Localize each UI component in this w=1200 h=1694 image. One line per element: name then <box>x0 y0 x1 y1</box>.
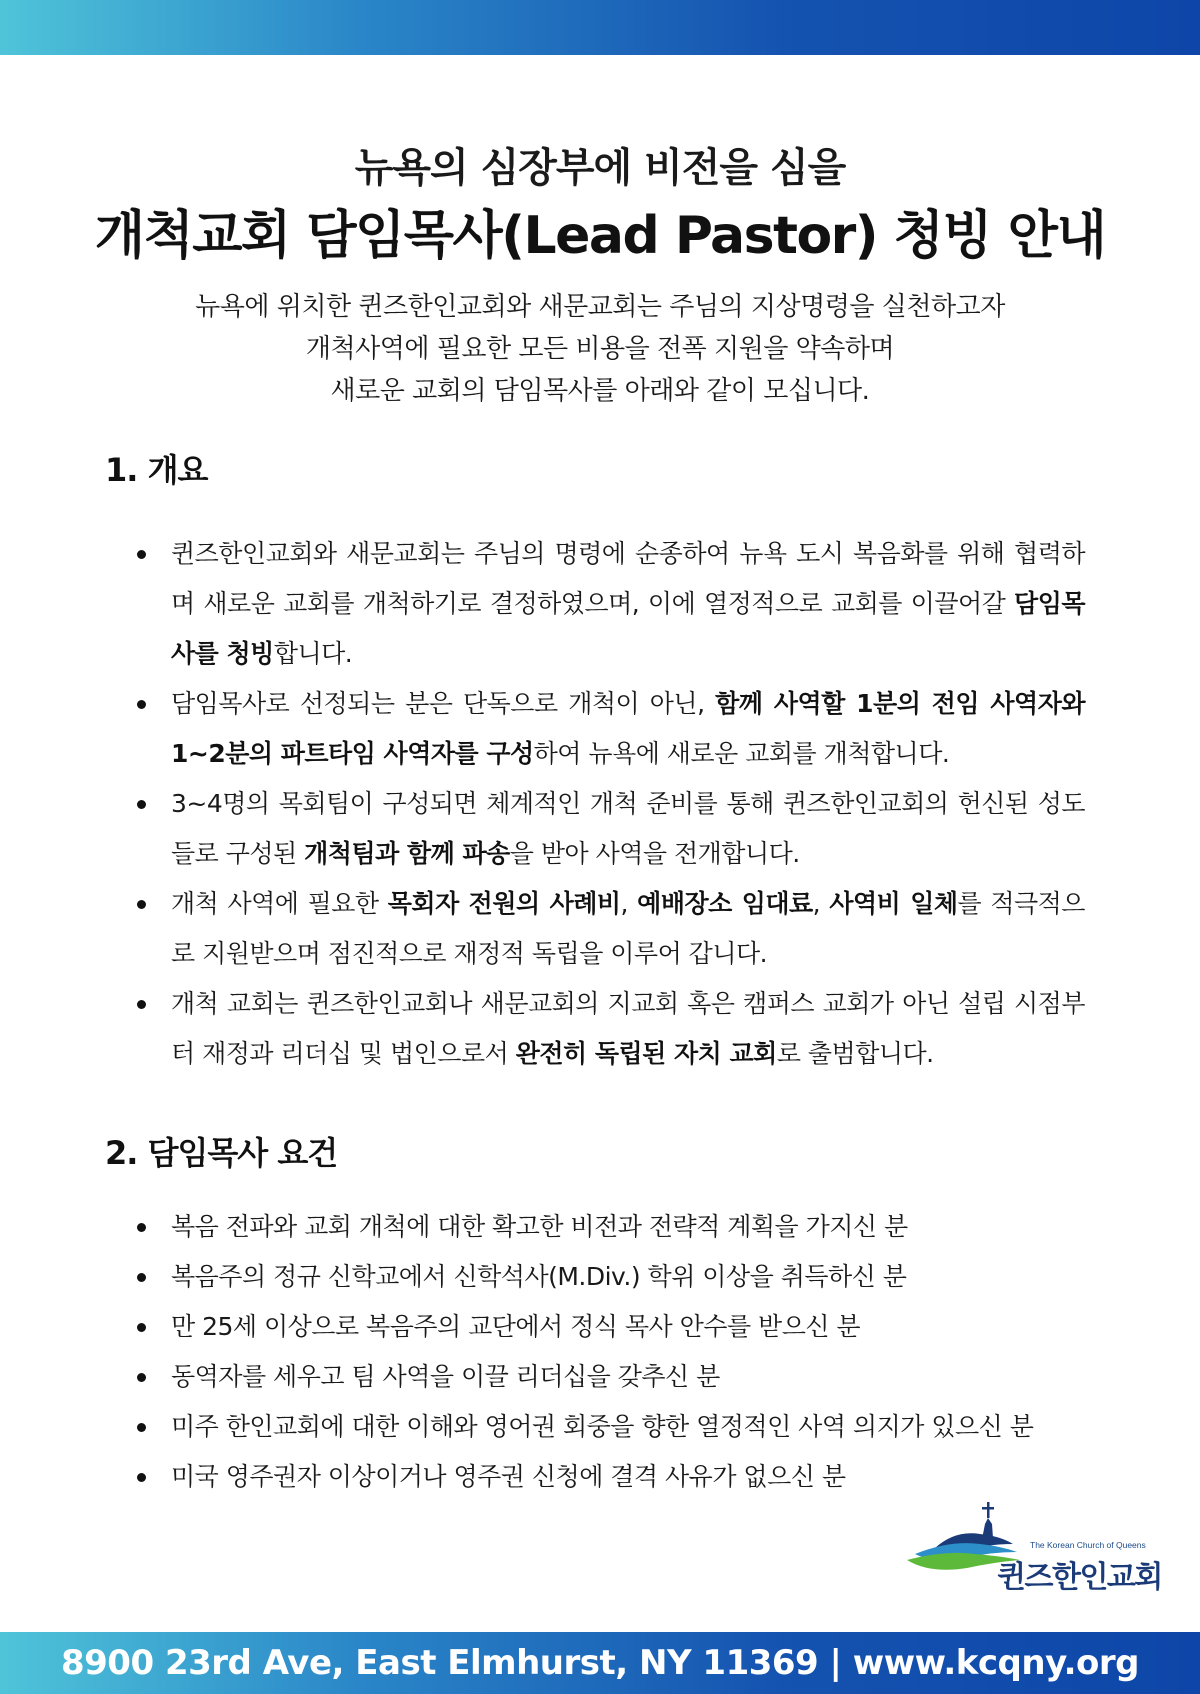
item-emphasis: 함께 사역할 1분의 전임 사역자와 1~2분의 파트타임 사역자를 구성 <box>171 689 1085 768</box>
item-emphasis: 개척팀과 함께 파송 <box>304 839 510 868</box>
item-text: 만 25세 이상으로 복음주의 교단에서 정식 목사 안수를 받으신 분 <box>171 1312 861 1341</box>
list-item <box>105 779 1085 879</box>
list-item <box>105 1202 1085 1252</box>
list-item <box>105 529 1085 679</box>
item-text: 미주 한인교회에 대한 이해와 영어권 회중을 향한 열정적인 사역 의지가 있으신 분 <box>171 1412 1034 1441</box>
list-item <box>105 679 1085 779</box>
list-item <box>105 879 1085 979</box>
overview-heading: 1. 개요 <box>105 451 208 489</box>
item-text: 동역자를 세우고 팀 사역을 이끌 리더십을 갖추신 분 <box>171 1362 720 1391</box>
requirements-heading: 2. 담임목사 요건 <box>105 1134 338 1172</box>
requirements-list <box>105 1202 1085 1502</box>
intro-line: 뉴욕에 위치한 퀸즈한인교회와 새문교회는 주님의 지상명령을 실천하고자 <box>195 292 1005 322</box>
bullet-icon <box>137 1373 146 1382</box>
overview-list <box>105 529 1085 1079</box>
list-item <box>105 1352 1085 1402</box>
top-banner-bar <box>0 0 1200 55</box>
item-emphasis: 완전히 독립된 자치 교회 <box>515 1039 777 1068</box>
bullet-icon <box>137 1000 146 1009</box>
item-text: 개척 교회는 퀸즈한인교회나 새문교회의 지교회 혹은 캠퍼스 교회가 아닌 설립 시점부터 재정과 리더십 및 법인으로서 <box>171 989 1085 1068</box>
bullet-icon <box>137 800 146 809</box>
item-emphasis: 목회자 전원의 사례비 <box>387 889 621 918</box>
bullet-icon <box>137 1223 146 1232</box>
footer-address-bar: 8900 23rd Ave, East Elmhurst, NY 11369 | www.kcqny.org <box>0 1632 1200 1694</box>
item-text: 복음주의 정규 신학교에서 신학석사(M.Div.) 학위 이상을 취득하신 분 <box>171 1262 907 1291</box>
intro-line: 새로운 교회의 담임목사를 아래와 같이 모십니다. <box>330 376 870 406</box>
item-text: 복음 전파와 교회 개척에 대한 확고한 비전과 전략적 계획을 가지신 분 <box>171 1212 908 1241</box>
list-item <box>105 1302 1085 1352</box>
requirements-section <box>105 1128 1085 1502</box>
item-text: , <box>812 889 830 918</box>
page-header <box>0 140 1200 412</box>
bullet-icon <box>137 1473 146 1482</box>
logo-english-name: The Korean Church of Queens <box>1030 1540 1146 1550</box>
item-text: 담임목사로 선정되는 분은 단독으로 개척이 아닌, <box>171 689 716 718</box>
list-item <box>105 979 1085 1079</box>
item-text: 을 받아 사역을 전개합니다. <box>509 839 800 868</box>
item-text: , <box>620 889 638 918</box>
overview-section <box>105 445 1085 1079</box>
page-subtitle: 뉴욕의 심장부에 비전을 심을 <box>354 145 846 191</box>
item-emphasis: 예배장소 임대료 <box>637 889 813 918</box>
list-item <box>105 1452 1085 1502</box>
bullet-icon <box>137 700 146 709</box>
logo-korean-name: 퀸즈한인교회 <box>997 1560 1162 1595</box>
item-text: 하여 뉴욕에 새로운 교회를 개척합니다. <box>533 739 950 768</box>
item-text: 를 적극적으로 지원받으며 점진적으로 재정적 독립을 이루어 갑니다. <box>171 889 1085 968</box>
item-text: 로 출범합니다. <box>776 1039 934 1068</box>
item-text: 퀸즈한인교회와 새문교회는 주님의 명령에 순종하여 뉴욕 도시 복음화를 위해 협력하며 새로운 교회를 개척하기로 결정하였으며, 이에 열정적으로 교회를 이끌어갈 <box>171 539 1085 618</box>
bullet-icon <box>137 1323 146 1332</box>
page-title: 개척교회 담임목사(Lead Pastor) 청빙 안내 <box>94 206 1106 266</box>
bullet-icon <box>137 550 146 559</box>
bullet-icon <box>137 900 146 909</box>
item-emphasis: 사역비 일체 <box>829 889 958 918</box>
bullet-icon <box>137 1273 146 1282</box>
item-emphasis: 담임목사를 청빙 <box>171 589 1085 668</box>
list-item <box>105 1252 1085 1302</box>
church-logo <box>905 1500 1170 1595</box>
item-text: 미국 영주권자 이상이거나 영주권 신청에 결격 사유가 없으신 분 <box>171 1462 846 1491</box>
item-text: 개척 사역에 필요한 <box>171 889 388 918</box>
item-text: 합니다. <box>273 639 353 668</box>
intro-line: 개척사역에 필요한 모든 비용을 전폭 지원을 약속하며 <box>305 334 895 364</box>
intro-paragraph <box>0 286 1200 412</box>
item-text: 3~4명의 목회팀이 구성되면 체계적인 개척 준비를 통해 퀸즈한인교회의 헌신된 성도들로 구성된 <box>171 789 1085 868</box>
bullet-icon <box>137 1423 146 1432</box>
list-item <box>105 1402 1085 1452</box>
